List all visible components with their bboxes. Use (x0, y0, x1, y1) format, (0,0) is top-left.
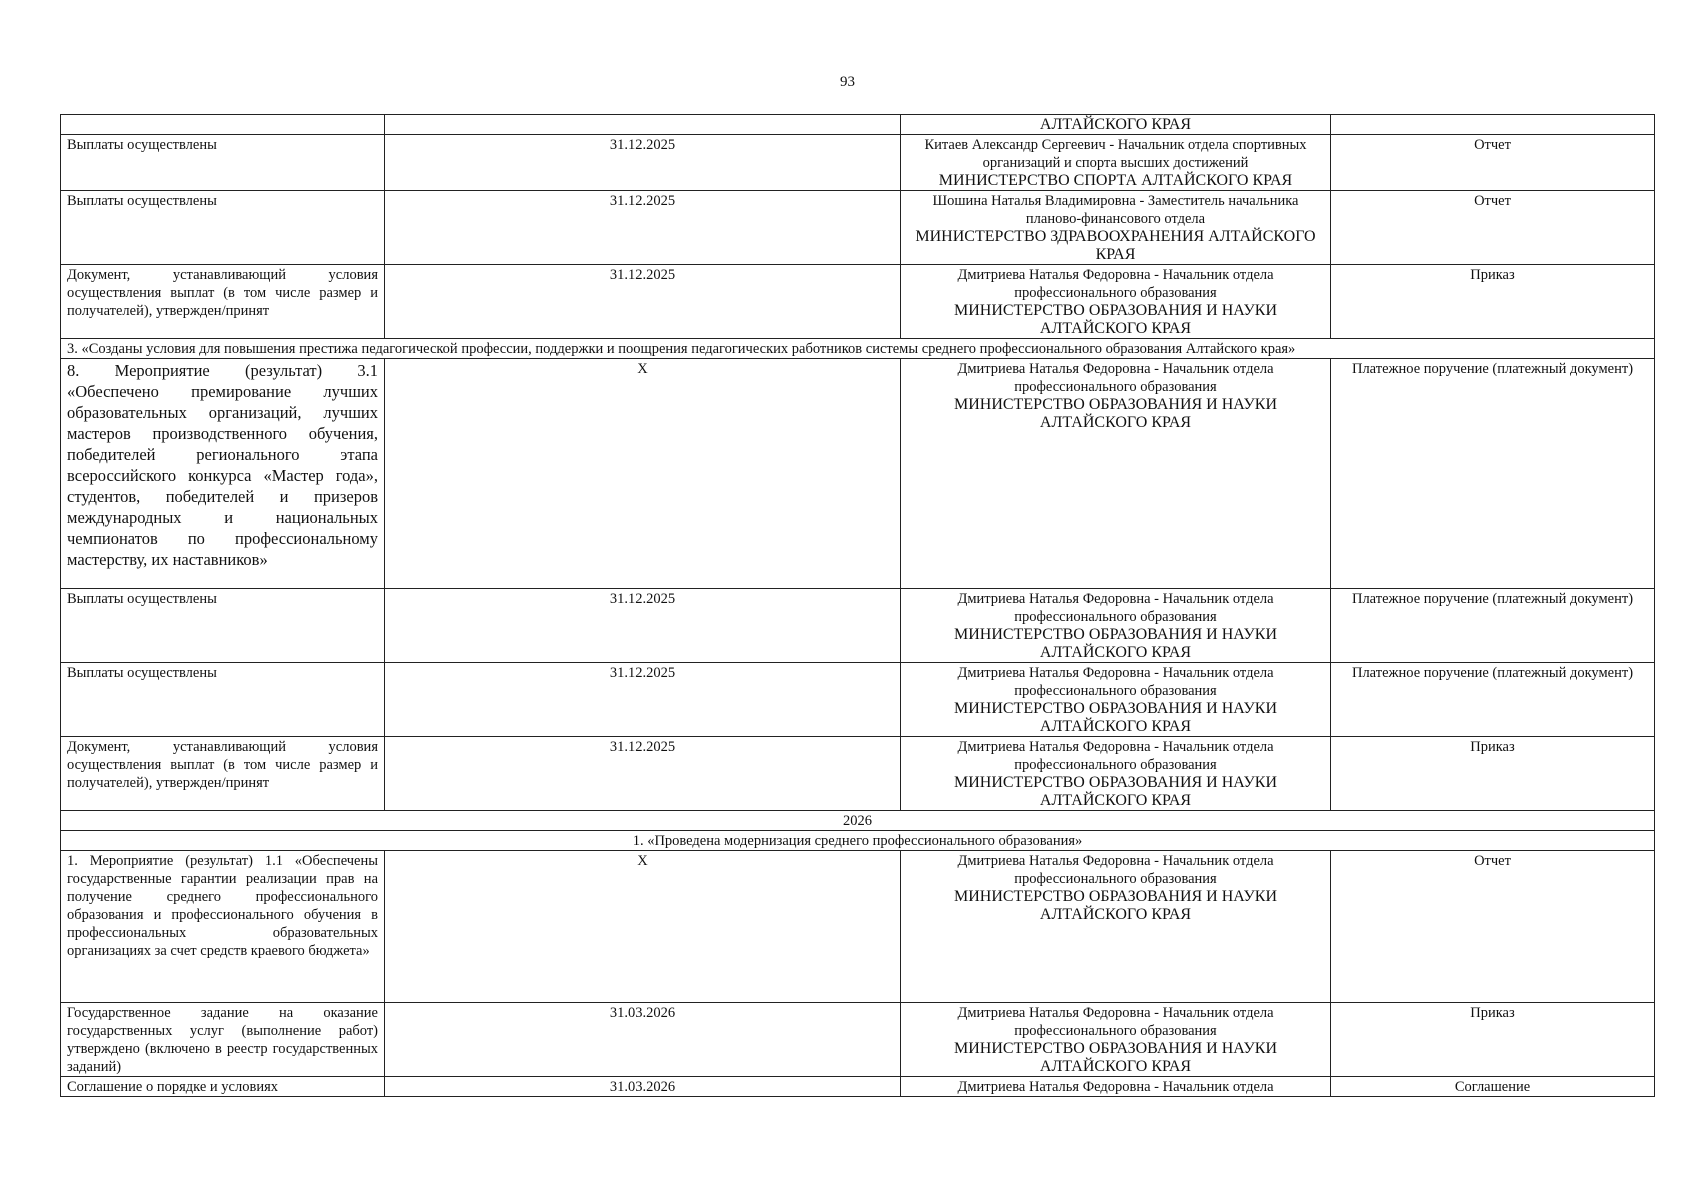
plan-table-body (61, 115, 1655, 1097)
responsible-person: Дмитриева Наталья Федоровна - Начальник отдела профессионального образования (957, 267, 1274, 301)
page-number: 93 (840, 74, 855, 90)
responsible-org: МИНИСТЕРСТВО ОБРАЗОВАНИЯ И НАУКИ АЛТАЙСКОГО КРАЯ (953, 700, 1277, 735)
responsible-org: МИНИСТЕРСТВО ОБРАЗОВАНИЯ И НАУКИ АЛТАЙСКОГО КРАЯ (953, 888, 1277, 923)
section-title: 3. «Созданы условия для повышения престижа педагогической профессии, поддержки и поощрения педагогических работников системы среднего профессионального образования Алтайского края» (61, 339, 1655, 359)
document-cell: Платежное поручение (платежный документ) (1331, 589, 1655, 663)
event-cell: Выплаты осуществлены (61, 589, 385, 663)
plan-table (60, 114, 1655, 1097)
responsible-person: Дмитриева Наталья Федоровна - Начальник отдела профессионального образования (957, 361, 1274, 395)
date-cell: 31.12.2025 (385, 191, 901, 265)
section-title: 1. «Проведена модернизация среднего профессионального образования» (61, 831, 1655, 851)
responsible-org: МИНИСТЕРСТВО ЗДРАВООХРАНЕНИЯ АЛТАЙСКОГО КРАЯ (915, 228, 1316, 263)
date-cell: 31.12.2025 (385, 589, 901, 663)
document-cell (1331, 115, 1655, 135)
responsible-cell (901, 191, 1331, 265)
event-cell: Выплаты осуществлены (61, 663, 385, 737)
table-row (61, 1077, 1655, 1097)
responsible-cell (901, 737, 1331, 811)
date-cell: X (385, 359, 901, 589)
responsible-org: МИНИСТЕРСТВО ОБРАЗОВАНИЯ И НАУКИ АЛТАЙСКОГО КРАЯ (953, 396, 1277, 431)
table-row (61, 589, 1655, 663)
responsible-person: Шошина Наталья Владимировна - Заместитель начальника планово-финансового отдела (932, 193, 1299, 227)
date-cell: 31.12.2025 (385, 265, 901, 339)
table-row (61, 663, 1655, 737)
responsible-org: МИНИСТЕРСТВО ОБРАЗОВАНИЯ И НАУКИ АЛТАЙСКОГО КРАЯ (953, 302, 1277, 337)
responsible-cell (901, 851, 1331, 1003)
responsible-org: МИНИСТЕРСТВО ОБРАЗОВАНИЯ И НАУКИ АЛТАЙСКОГО КРАЯ (953, 774, 1277, 809)
table-row (61, 737, 1655, 811)
table-row (61, 265, 1655, 339)
responsible-cell (901, 265, 1331, 339)
date-cell: 31.12.2025 (385, 135, 901, 191)
date-cell: X (385, 851, 901, 1003)
responsible-org: АЛТАЙСКОГО КРАЯ (1039, 116, 1192, 133)
document-cell: Платежное поручение (платежный документ) (1331, 663, 1655, 737)
responsible-org: МИНИСТЕРСТВО ОБРАЗОВАНИЯ И НАУКИ АЛТАЙСКОГО КРАЯ (953, 626, 1277, 661)
document-cell: Приказ (1331, 737, 1655, 811)
event-cell: Выплаты осуществлены (61, 191, 385, 265)
table-row (61, 851, 1655, 1003)
table-row (61, 135, 1655, 191)
document-cell: Приказ (1331, 1003, 1655, 1077)
document-cell: Отчет (1331, 135, 1655, 191)
event-cell: 8. Мероприятие (результат) 3.1 «Обеспечено премирование лучших образовательных организаций, лучших мастеров производственного обучения, победителей регионального этапа всероссийского конкурса «Мастер года», студентов, победителей и призеров международных и национальных чемпионатов по профессиональному мастерству, их наставников» (61, 359, 385, 589)
responsible-org: МИНИСТЕРСТВО ОБРАЗОВАНИЯ И НАУКИ АЛТАЙСКОГО КРАЯ (953, 1040, 1277, 1075)
event-cell: Документ, устанавливающий условия осуществления выплат (в том числе размер и получателей), утвержден/принят (61, 265, 385, 339)
year-row (61, 811, 1655, 831)
date-cell (385, 115, 901, 135)
document-cell: Платежное поручение (платежный документ) (1331, 359, 1655, 589)
event-cell: Документ, устанавливающий условия осуществления выплат (в том числе размер и получателей), утвержден/принят (61, 737, 385, 811)
date-cell: 31.12.2025 (385, 663, 901, 737)
section-row (61, 831, 1655, 851)
responsible-cell (901, 135, 1331, 191)
event-cell: 1. Мероприятие (результат) 1.1 «Обеспечены государственные гарантии реализации прав на получение среднего профессионального образования и профессионального обучения в профессиональных образовательных организациях за счет средств краевого бюджета» (61, 851, 385, 1003)
document-cell: Соглашение (1331, 1077, 1655, 1097)
responsible-person: Китаев Александр Сергеевич - Начальник отдела спортивных организаций и спорта высших достижений (924, 137, 1307, 171)
responsible-person: Дмитриева Наталья Федоровна - Начальник отдела профессионального образования (957, 591, 1274, 625)
event-cell: Соглашение о порядке и условиях (61, 1077, 385, 1097)
event-cell: Государственное задание на оказание государственных услуг (выполнение работ) утверждено (включено в реестр государственных заданий) (61, 1003, 385, 1077)
event-cell (61, 115, 385, 135)
responsible-person: Дмитриева Наталья Федоровна - Начальник отдела (957, 1079, 1274, 1095)
year-heading: 2026 (61, 811, 1655, 831)
document-cell: Отчет (1331, 851, 1655, 1003)
table-row (61, 1003, 1655, 1077)
responsible-cell (901, 1003, 1331, 1077)
document-cell: Отчет (1331, 191, 1655, 265)
responsible-org: МИНИСТЕРСТВО СПОРТА АЛТАЙСКОГО КРАЯ (938, 172, 1293, 189)
responsible-person: Дмитриева Наталья Федоровна - Начальник отдела профессионального образования (957, 665, 1274, 699)
table-row (61, 191, 1655, 265)
date-cell: 31.12.2025 (385, 737, 901, 811)
table-row (61, 115, 1655, 135)
responsible-cell (901, 1077, 1331, 1097)
responsible-person: Дмитриева Наталья Федоровна - Начальник отдела профессионального образования (957, 739, 1274, 773)
date-cell: 31.03.2026 (385, 1003, 901, 1077)
event-cell: Выплаты осуществлены (61, 135, 385, 191)
responsible-cell (901, 359, 1331, 589)
responsible-person: Дмитриева Наталья Федоровна - Начальник отдела профессионального образования (957, 853, 1274, 887)
responsible-cell (901, 663, 1331, 737)
table-row (61, 359, 1655, 589)
responsible-cell (901, 589, 1331, 663)
date-cell: 31.03.2026 (385, 1077, 901, 1097)
section-row (61, 339, 1655, 359)
document-cell: Приказ (1331, 265, 1655, 339)
responsible-person: Дмитриева Наталья Федоровна - Начальник отдела профессионального образования (957, 1005, 1274, 1039)
responsible-cell (901, 115, 1331, 135)
